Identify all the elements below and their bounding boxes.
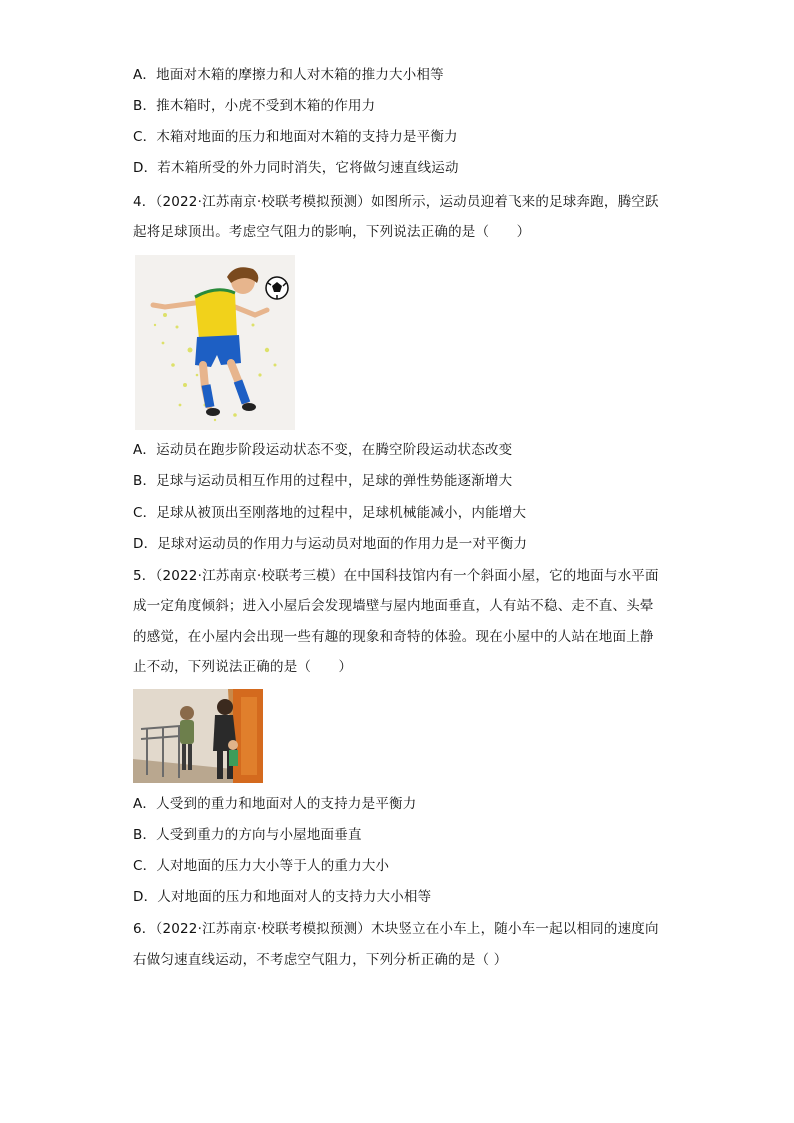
q5-option-b: B．人受到重力的方向与小屋地面垂直 (133, 827, 362, 843)
q3-option-a: A．地面对木箱的摩擦力和人对木箱的推力大小相等 (133, 67, 444, 83)
q5-stem-line-3: 的感觉，在小屋内会出现一些有趣的现象和奇特的体验。现在小屋中的人站在地面上静 (133, 629, 654, 645)
q4-stem-line-2: 起将足球顶出。考虑空气阻力的影响，下列说法正确的是（ ） (133, 224, 531, 240)
tilted-room-photo (133, 689, 263, 783)
q4-option-a: A．运动员在跑步阶段运动状态不变，在腾空阶段运动状态改变 (133, 442, 513, 458)
q5-stem-line-4: 止不动，下列说法正确的是（ ） (133, 659, 353, 675)
q4-option-c: C．足球从被顶出至刚落地的过程中，足球机械能减小，内能增大 (133, 505, 527, 521)
q3-option-c: C．木箱对地面的压力和地面对木箱的支持力是平衡力 (133, 129, 458, 145)
q3-option-b: B．推木箱时，小虎不受到木箱的作用力 (133, 98, 376, 114)
q5-stem-line-2: 成一定角度倾斜；进入小屋后会发现墙壁与屋内地面垂直，人有站不稳、走不直、头晕 (133, 598, 654, 614)
q5-option-c: C．人对地面的压力大小等于人的重力大小 (133, 858, 390, 874)
q4-option-b: B．足球与运动员相互作用的过程中，足球的弹性势能逐渐增大 (133, 473, 513, 489)
q5-option-d: D．人对地面的压力和地面对人的支持力大小相等 (133, 889, 432, 905)
q6-stem-line-1: 6．（2022·江苏南京·校联考模拟预测）木块竖立在小车上，随小车一起以相同的速度向 (133, 921, 659, 937)
q3-option-d: D．若木箱所受的外力同时消失，它将做匀速直线运动 (133, 160, 459, 176)
q5-stem-line-1: 5．（2022·江苏南京·校联考三模）在中国科技馆内有一个斜面小屋，它的地面与水平面 (133, 568, 659, 584)
soccer-player-header-image (135, 255, 295, 430)
q4-stem-line-1: 4．（2022·江苏南京·校联考模拟预测）如图所示，运动员迎着飞来的足球奔跑，腾空跃 (133, 194, 659, 210)
q6-stem-line-2: 右做匀速直线运动，不考虑空气阻力，下列分析正确的是（ ） (133, 952, 508, 968)
q5-option-a: A．人受到的重力和地面对人的支持力是平衡力 (133, 796, 417, 812)
q4-option-d: D．足球对运动员的作用力与运动员对地面的作用力是一对平衡力 (133, 536, 528, 552)
